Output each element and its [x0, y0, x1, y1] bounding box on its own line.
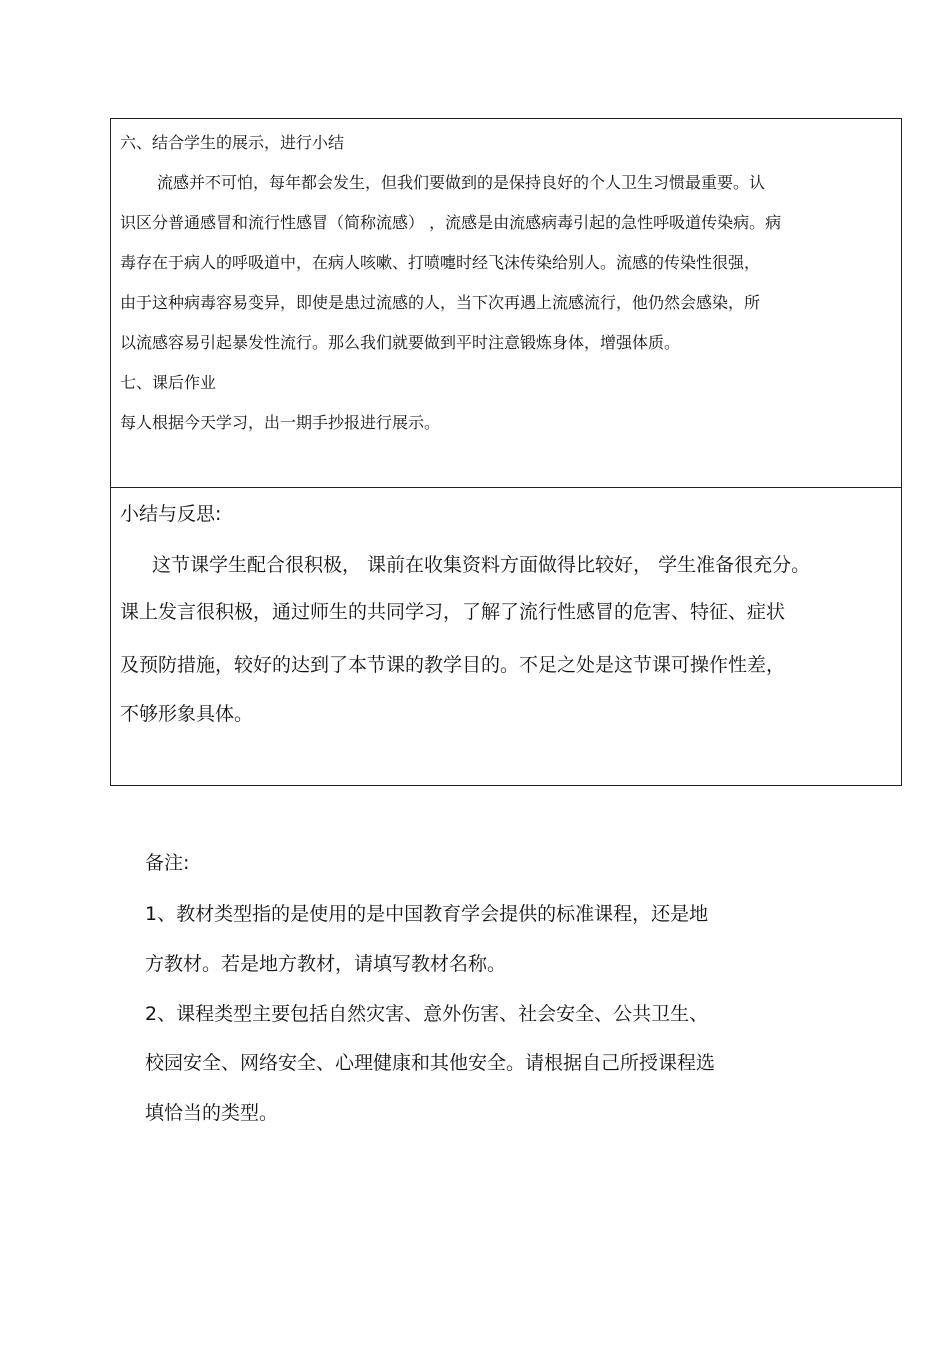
notes-heading: 备注: — [145, 852, 190, 874]
reflection-line: 课上发言很积极，通过师生的共同学习，了解了流行性感冒的危害、特征、症状 — [120, 601, 786, 623]
note-line: 2、课程类型主要包括自然灾害、意外伤害、社会安全、公共卫生、 — [145, 1003, 709, 1025]
paragraph-line: 识区分普通感冒和流行性感冒（简称流感） ，流感是由流感病毒引起的急性呼吸道传染病。病 — [120, 213, 782, 232]
paragraph-line: 流感并不可怕，每年都会发生，但我们要做到的是保持良好的个人卫生习惯最重要。认 — [157, 173, 766, 192]
reflection-line: 及预防措施，较好的达到了本节课的教学目的。不足之处是这节课可操作性差， — [120, 654, 786, 676]
note-line: 填恰当的类型。 — [145, 1102, 279, 1124]
homework-text: 每人根据今天学习，出一期手抄报进行展示。 — [120, 413, 441, 432]
note-line: 1、教材类型指的是使用的是中国教育学会提供的标准课程，还是地 — [145, 903, 709, 925]
paragraph-line: 毒存在于病人的呼吸道中，在病人咳嗽、打喷嚏时经飞沫传染给别人。流感的传染性很强， — [120, 253, 761, 272]
table-row-divider — [110, 487, 902, 488]
reflection-line: 这节课学生配合很积极， 课前在收集资料方面做得比较好， 学生准备很充分。 — [152, 554, 811, 576]
note-line: 方教材。若是地方教材，请填写教材名称。 — [145, 953, 507, 975]
reflection-line: 不够形象具体。 — [120, 703, 254, 725]
section-heading-summary: 六、结合学生的展示，进行小结 — [120, 133, 345, 152]
section-heading-homework: 七、课后作业 — [120, 373, 217, 392]
paragraph-line: 由于这种病毒容易变异，即使是患过流感的人，当下次再遇上流感流行，他仍然会感染，所 — [120, 293, 761, 312]
paragraph-line: 以流感容易引起暴发性流行。那么我们就要做到平时注意锻炼身体，增强体质。 — [120, 333, 681, 352]
section-heading-reflection: 小结与反思: — [120, 503, 222, 525]
note-line: 校园安全、网络安全、心理健康和其他安全。请根据自己所授课程选 — [145, 1052, 716, 1074]
